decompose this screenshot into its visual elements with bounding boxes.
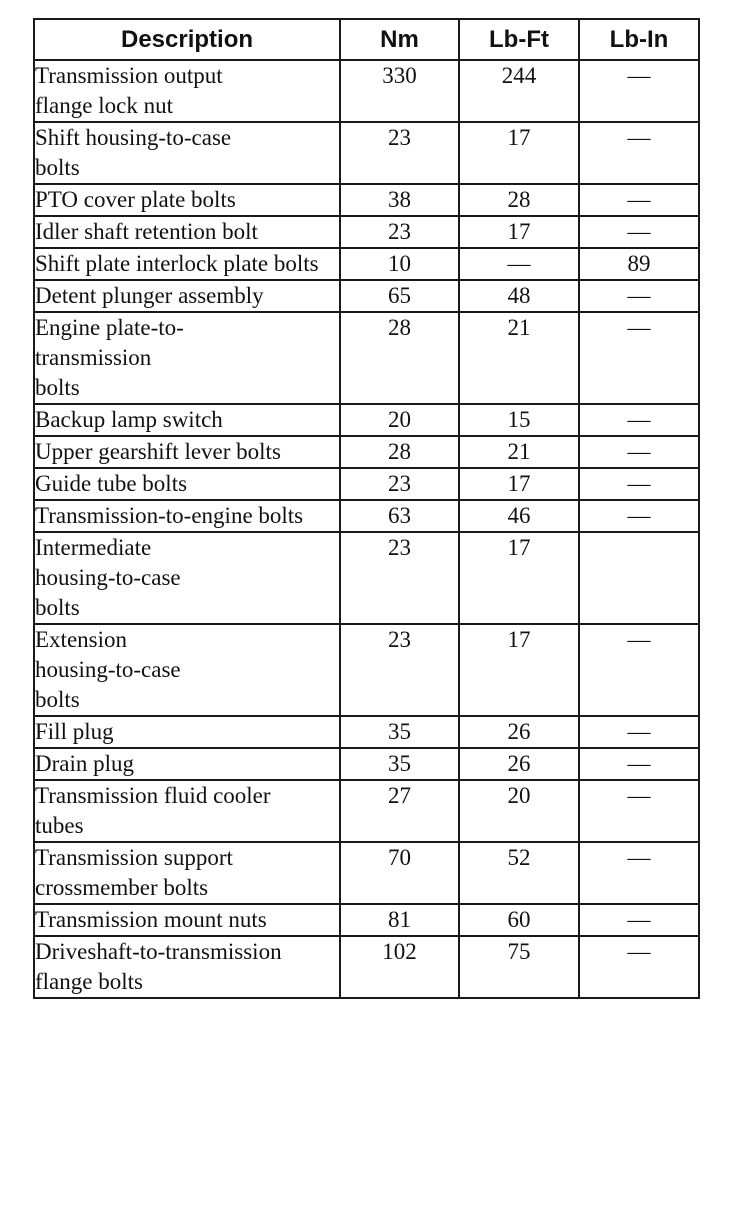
nm-cell: 38 bbox=[340, 184, 459, 216]
table-row bbox=[34, 312, 699, 404]
nm-cell: 23 bbox=[340, 468, 459, 500]
description-cell bbox=[34, 248, 340, 280]
description-line: flange bolts bbox=[35, 969, 143, 994]
table-row bbox=[34, 468, 699, 500]
header-lbin: Lb-In bbox=[579, 19, 699, 60]
description-text: Engine plate-to-transmission bolts bbox=[35, 315, 184, 400]
lbin-cell: — bbox=[579, 60, 699, 122]
lbft-cell: 244 bbox=[459, 60, 579, 122]
lbft-cell: 52 bbox=[459, 842, 579, 904]
torque-spec-table bbox=[33, 18, 700, 999]
description-text: Guide tube bolts bbox=[35, 471, 188, 496]
table-row bbox=[34, 122, 699, 184]
description-text: Drain plug bbox=[35, 751, 135, 776]
lbft-cell: 17 bbox=[459, 468, 579, 500]
nm-cell: 81 bbox=[340, 904, 459, 936]
table-body bbox=[34, 60, 699, 998]
lbft-cell: 17 bbox=[459, 624, 579, 716]
header-row bbox=[34, 19, 699, 60]
lbin-cell: — bbox=[579, 500, 699, 532]
header-description: Description bbox=[34, 19, 340, 60]
description-text: Detent plunger assembly bbox=[35, 283, 264, 308]
description-text: Transmission fluid cooler tubes bbox=[35, 783, 271, 838]
nm-cell: 330 bbox=[340, 60, 459, 122]
description-cell bbox=[34, 780, 340, 842]
table-row bbox=[34, 404, 699, 436]
description-text: Transmission mount nuts bbox=[35, 907, 267, 932]
nm-cell: 28 bbox=[340, 436, 459, 468]
table-row bbox=[34, 904, 699, 936]
lbin-cell bbox=[579, 532, 699, 624]
lbft-cell: 48 bbox=[459, 280, 579, 312]
description-cell bbox=[34, 280, 340, 312]
description-text: PTO cover plate bolts bbox=[35, 187, 236, 212]
description-cell bbox=[34, 184, 340, 216]
lbft-cell: 17 bbox=[459, 122, 579, 184]
description-cell bbox=[34, 936, 340, 998]
lbft-cell: 17 bbox=[459, 532, 579, 624]
lbft-cell: 20 bbox=[459, 780, 579, 842]
nm-cell: 63 bbox=[340, 500, 459, 532]
nm-cell: 23 bbox=[340, 624, 459, 716]
nm-cell: 70 bbox=[340, 842, 459, 904]
lbin-cell: — bbox=[579, 404, 699, 436]
table-row bbox=[34, 532, 699, 624]
nm-cell: 102 bbox=[340, 936, 459, 998]
header-lbft: Lb-Ft bbox=[459, 19, 579, 60]
lbft-cell: 21 bbox=[459, 312, 579, 404]
lbft-cell: 46 bbox=[459, 500, 579, 532]
lbin-cell: — bbox=[579, 780, 699, 842]
lbin-cell: — bbox=[579, 716, 699, 748]
lbin-cell: — bbox=[579, 436, 699, 468]
nm-cell: 10 bbox=[340, 248, 459, 280]
lbin-cell: — bbox=[579, 624, 699, 716]
description-text: Idler shaft retention bolt bbox=[35, 219, 258, 244]
lbin-cell: — bbox=[579, 312, 699, 404]
table-row bbox=[34, 436, 699, 468]
nm-cell: 20 bbox=[340, 404, 459, 436]
table-row bbox=[34, 936, 699, 998]
lbin-cell: — bbox=[579, 842, 699, 904]
description-cell bbox=[34, 312, 340, 404]
lbft-cell: 26 bbox=[459, 716, 579, 748]
lbft-cell: 15 bbox=[459, 404, 579, 436]
description-cell bbox=[34, 122, 340, 184]
description-cell bbox=[34, 716, 340, 748]
lbft-cell: — bbox=[459, 248, 579, 280]
lbft-cell: 75 bbox=[459, 936, 579, 998]
description-text: Intermediate housing-to-case bolts bbox=[35, 535, 181, 620]
table-row bbox=[34, 748, 699, 780]
nm-cell: 28 bbox=[340, 312, 459, 404]
nm-cell: 35 bbox=[340, 716, 459, 748]
description-cell bbox=[34, 60, 340, 122]
description-cell bbox=[34, 404, 340, 436]
nm-cell: 23 bbox=[340, 122, 459, 184]
description-text: Extension housing-to-case bolts bbox=[35, 627, 181, 712]
lbft-cell: 21 bbox=[459, 436, 579, 468]
lbin-cell: — bbox=[579, 748, 699, 780]
description-text: Transmission output flange lock nut bbox=[35, 63, 223, 118]
table-row bbox=[34, 216, 699, 248]
description-text: Transmission support crossmember bolts bbox=[35, 845, 233, 900]
lbft-cell: 28 bbox=[459, 184, 579, 216]
table-row bbox=[34, 280, 699, 312]
header-nm: Nm bbox=[340, 19, 459, 60]
lbin-cell: 89 bbox=[579, 248, 699, 280]
description-text: Shift housing-to-case bolts bbox=[35, 125, 232, 180]
description-text: Backup lamp switch bbox=[35, 407, 223, 432]
lbin-cell: — bbox=[579, 216, 699, 248]
nm-cell: 35 bbox=[340, 748, 459, 780]
nm-cell: 23 bbox=[340, 532, 459, 624]
description-text bbox=[35, 937, 331, 997]
lbin-cell: — bbox=[579, 468, 699, 500]
table-row bbox=[34, 842, 699, 904]
table-row bbox=[34, 248, 699, 280]
nm-cell: 23 bbox=[340, 216, 459, 248]
description-cell bbox=[34, 468, 340, 500]
description-cell bbox=[34, 748, 340, 780]
table-row bbox=[34, 780, 699, 842]
lbin-cell: — bbox=[579, 184, 699, 216]
description-cell bbox=[34, 532, 340, 624]
description-text: Upper gearshift lever bolts bbox=[35, 439, 281, 464]
lbft-cell: 26 bbox=[459, 748, 579, 780]
description-cell bbox=[34, 216, 340, 248]
nm-cell: 65 bbox=[340, 280, 459, 312]
lbft-cell: 60 bbox=[459, 904, 579, 936]
lbin-cell: — bbox=[579, 122, 699, 184]
table-row bbox=[34, 624, 699, 716]
table-row bbox=[34, 500, 699, 532]
description-text: Fill plug bbox=[35, 719, 114, 744]
description-text: Shift plate interlock plate bolts bbox=[35, 251, 319, 276]
description-cell bbox=[34, 904, 340, 936]
description-cell bbox=[34, 436, 340, 468]
table-row bbox=[34, 184, 699, 216]
table-row bbox=[34, 60, 699, 122]
nm-cell: 27 bbox=[340, 780, 459, 842]
lbin-cell: — bbox=[579, 280, 699, 312]
description-cell bbox=[34, 500, 340, 532]
table-row bbox=[34, 716, 699, 748]
lbft-cell: 17 bbox=[459, 216, 579, 248]
description-text: Transmission-to-engine bolts bbox=[35, 503, 304, 528]
lbin-cell: — bbox=[579, 904, 699, 936]
description-cell bbox=[34, 624, 340, 716]
description-line: Driveshaft-to-transmission bbox=[35, 939, 282, 964]
lbin-cell: — bbox=[579, 936, 699, 998]
description-cell bbox=[34, 842, 340, 904]
